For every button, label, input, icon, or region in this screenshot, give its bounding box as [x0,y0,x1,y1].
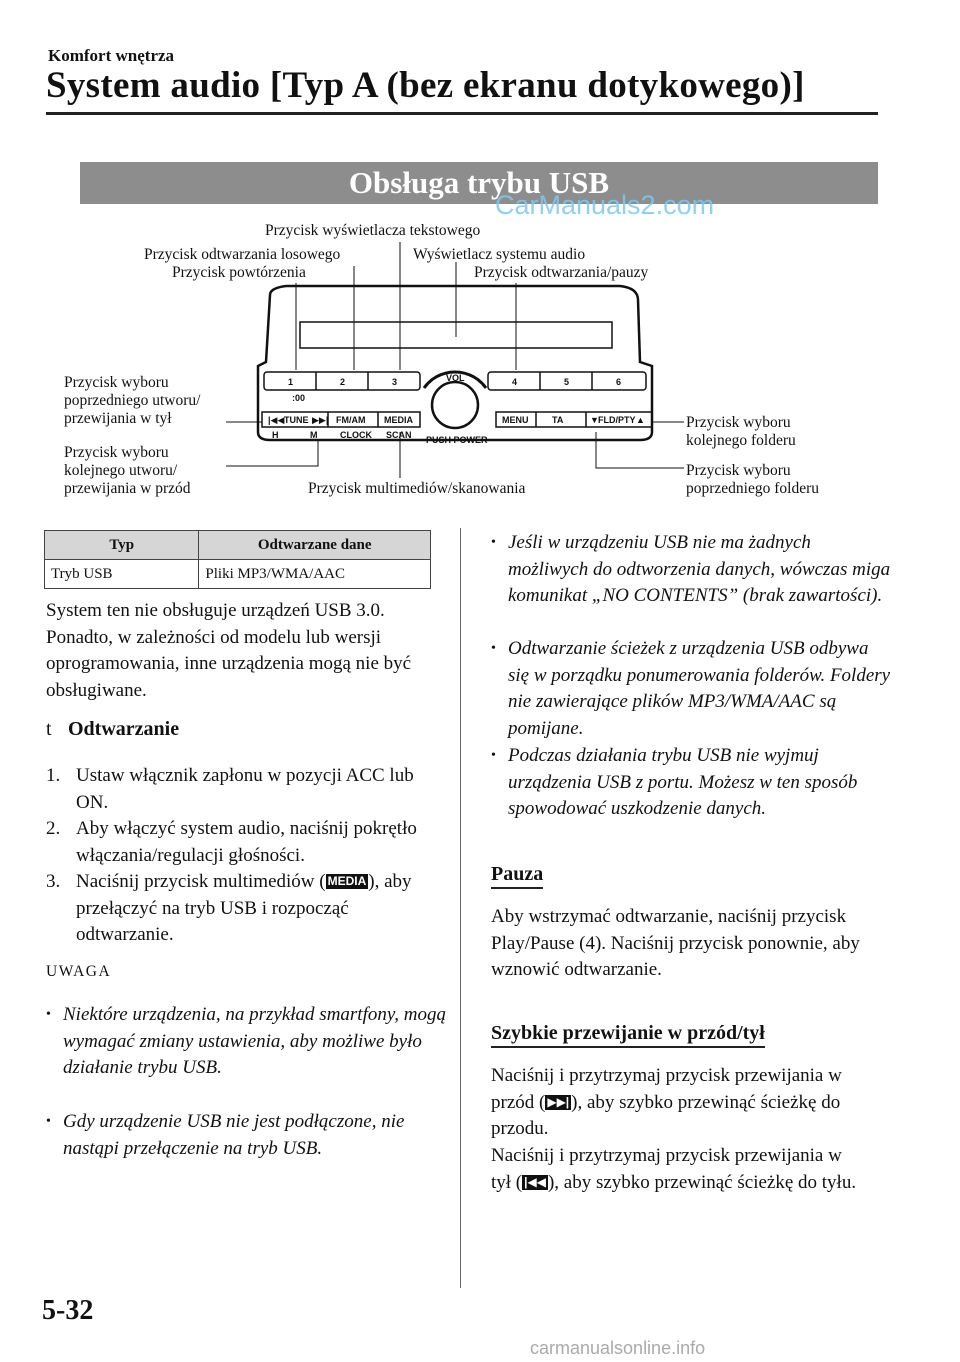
clock-label: CLOCK [340,430,372,440]
note-item: • Jeśli w urządzeniu USB nie ma żadnych możliwych do odtworzenia danych, wówczas miga komunikat „NO CONTENTS” (brak zawartości). [491,532,891,606]
table-header-data: Odtwarzane dane [199,531,431,560]
bullet-icon: • [491,641,496,656]
watermark: CarManuals2.com [495,190,715,220]
table-cell: Tryb USB [45,560,199,589]
step-number: 3. [46,871,61,892]
step-text: Naciśnij przycisk multimediów ( MEDIA ), aby przełączyć na tryb USB i rozpocząć odtwarzanie. [76,871,412,945]
preset-4: 4 [512,377,518,387]
tune-next-icon: ▶▶| [312,415,329,425]
bullet-icon: • [491,535,496,550]
media-label: MEDIA [384,415,413,425]
callout-text-display: Przycisk wyświetlacza tekstowego [265,222,481,239]
intro-paragraph: System ten nie obsługuje urządzeń USB 3.0. Ponadto, w zależności od modelu lub wersji oprogramowania, inne urządzenia mogą nie być obsługiwane. [46,600,412,701]
time-label: :00 [292,393,306,403]
fm-am-label: FM/AM [336,415,366,425]
preset-2: 2 [340,377,346,387]
playback-heading-text: Odtwarzanie [68,718,180,740]
fast-forward-icon: ▶▶| [547,1094,570,1109]
callout-repeat: Przycisk powtórzenia [172,264,306,281]
tune-prev-icon: |◀◀ [268,415,285,425]
note-title: UWAGA [46,963,112,980]
callout-next-track: Przycisk wyboru kolejnego utworu/ przewijania w przód [64,444,191,497]
heading-marker: t [46,718,52,740]
callout-audio-display: Wyświetlacz systemu audio [413,246,586,263]
table-header-row [45,531,431,560]
callout-media-scan: Przycisk multimediów/skanowania [308,480,526,497]
preset-6: 6 [616,377,622,387]
h-label: H [272,430,279,440]
ffrew-heading: Szybkie przewijanie w przód/tył [491,1022,765,1048]
callout-random: Przycisk odtwarzania losowego [144,246,341,263]
table-cell: Pliki MP3/WMA/AAC [199,560,431,589]
preset-5: 5 [564,377,570,387]
ffrew-back-paragraph: Naciśnij i przytrzymaj przycisk przewijania w tył ( |◀◀ ), aby szybko przewinąć ścieżkę do tyłu. [491,1145,857,1193]
folder-up-icon: ▲ [636,415,645,425]
preset-3: 3 [392,377,398,387]
note-item: • Niektóre urządzenia, na przykład smartfony, mogą wymagać zmiany ustawienia, aby możliwe było działanie trybu USB. [46,1004,446,1078]
ta-label: TA [552,415,564,425]
note-item: • Odtwarzanie ścieżek z urządzenia USB odbywa się w porządku ponumerowania folderów. Foldery nie zawierające plików MP3/WMA/AAC są pomijane. [491,638,891,739]
callout-next-folder: Przycisk wyboru kolejnego folderu [686,414,796,449]
callout-play-pause: Przycisk odtwarzania/pauzy [474,264,649,281]
m-label: M [310,430,318,440]
rewind-icon: |◀◀ [524,1174,546,1189]
page-number: 5-32 [42,1295,94,1326]
bullet-icon: • [491,748,496,763]
volume-knob [432,382,478,428]
column-divider [460,528,461,1288]
playback-heading [46,718,179,741]
menu-label: MENU [502,415,529,425]
step-text: Ustaw włącznik zapłonu w pozycji ACC lub ON. [76,765,414,813]
push-power-label: PUSH POWER [426,435,488,445]
step-item [46,816,446,869]
unit-labels [268,373,645,445]
section-label: Komfort wnętrza [48,46,175,65]
callout-prev-folder: Przycisk wyboru poprzedniego folderu [686,462,819,497]
media-button-icon: MEDIA [327,874,367,888]
bullet-icon: • [46,1007,51,1022]
scan-label: SCAN [386,430,412,440]
step-item [46,869,446,949]
preset-1: 1 [288,377,294,387]
table-header-type: Typ [45,531,199,560]
pause-paragraph: Aby wstrzymać odtwarzanie, naciśnij przycisk Play/Pause (4). Naciśnij przycisk ponownie, aby wznowić odtwarzanie. [491,906,860,980]
step-item [46,763,446,816]
callout-prev-track: Przycisk wyboru poprzedniego utworu/ przewijania w tył [64,374,201,427]
bullet-icon: • [46,1114,51,1129]
media-type-table [44,530,431,589]
step-number: 1. [46,765,61,786]
fld-pty-label: FLD/PTY [598,415,636,425]
note-item: • Gdy urządzenie USB nie jest podłączone, nie nastąpi przełączenie na tryb USB. [46,1111,405,1159]
note-item: • Podczas działania trybu USB nie wyjmuj urządzenia USB z portu. Możesz w ten sposób spowodować uszkodzenie danych. [491,745,858,819]
folder-down-icon: ▼ [590,415,599,425]
step-number: 2. [46,818,61,839]
ffrew-forward-paragraph: Naciśnij i przytrzymaj przycisk przewijania w przód ( ▶▶| ), aby szybko przewinąć ścieżkę do przodu. [491,1065,842,1139]
page-title: System audio [Typ A (bez ekranu dotykowego)] [46,65,805,106]
step-text: Aby włączyć system audio, naciśnij pokrętło włączania/regulacji głośności. [76,818,417,866]
footer-watermark: carmanualsonline.info [530,1338,706,1358]
pause-heading: Pauza [491,863,543,889]
table-row [45,560,431,589]
tune-label: TUNE [284,415,309,425]
vol-label: VOL [446,373,465,383]
banner-title: Obsługa trybu USB [348,165,610,200]
